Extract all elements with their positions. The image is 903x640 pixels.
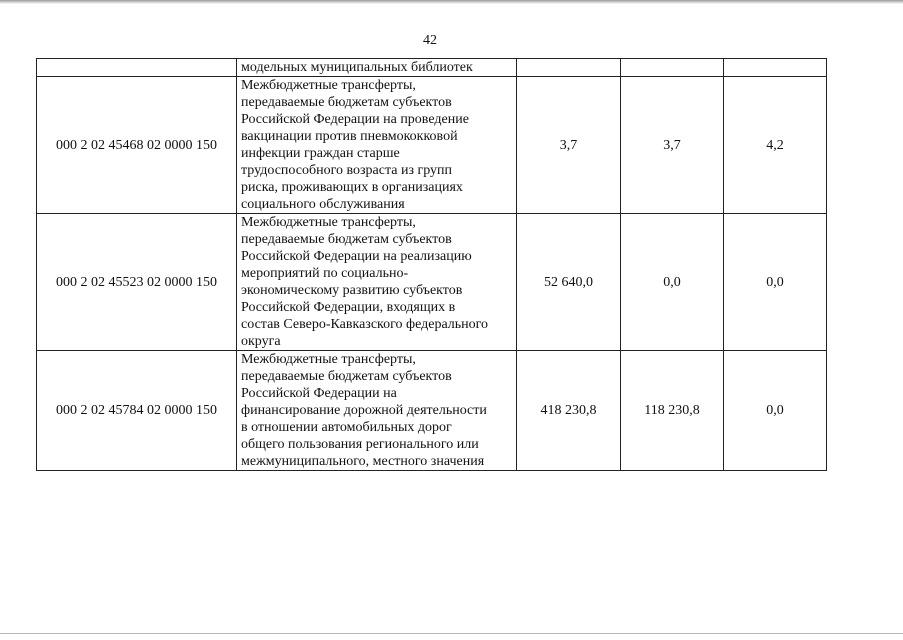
code-cell: 000 2 02 45468 02 0000 150: [37, 77, 237, 214]
code-cell: [37, 59, 237, 77]
value-1-cell: 52 640,0: [517, 214, 621, 351]
table-row: [37, 77, 827, 214]
description-line: передаваемые бюджетам субъектов: [241, 95, 452, 110]
description-line: Межбюджетные трансферты,: [241, 352, 416, 367]
description-line: Российской Федерации на проведение: [241, 112, 469, 127]
description-line: Российской Федерации, входящих в: [241, 300, 456, 315]
description-line: инфекции граждан старше: [241, 146, 400, 161]
value-2-cell: [621, 59, 724, 77]
value-3-cell: 0,0: [724, 351, 827, 471]
description-line: округа: [241, 334, 281, 349]
table-row-continuation: [37, 59, 827, 77]
code-cell: 000 2 02 45784 02 0000 150: [37, 351, 237, 471]
description-line: финансирование дорожной деятельности: [241, 403, 487, 418]
scan-top-edge: [0, 0, 903, 4]
description-line: Межбюджетные трансферты,: [241, 215, 416, 230]
code-cell: 000 2 02 45523 02 0000 150: [37, 214, 237, 351]
table-row: [37, 214, 827, 351]
description-cell: [237, 214, 517, 351]
description-line: межмуниципального, местного значения: [241, 454, 485, 469]
value-1-cell: 418 230,8: [517, 351, 621, 471]
description-cell: [237, 77, 517, 214]
description-line: состав Северо-Кавказского федерального: [241, 317, 489, 332]
description-line: вакцинации против пневмококковой: [241, 129, 458, 144]
scan-bottom-edge: [0, 633, 903, 634]
value-3-cell: [724, 59, 827, 77]
description-line: экономическому развитию субъектов: [241, 283, 463, 298]
value-1-cell: 3,7: [517, 77, 621, 214]
description-line: передаваемые бюджетам субъектов: [241, 232, 452, 247]
description-line: риска, проживающих в организациях: [241, 180, 463, 195]
description-line: в отношении автомобильных дорог: [241, 420, 452, 435]
page-number: 42: [423, 33, 437, 48]
value-1-cell: [517, 59, 621, 77]
description-line: социального обслуживания: [241, 197, 405, 212]
description-line: Российской Федерации на реализацию: [241, 249, 472, 264]
table-row: [37, 351, 827, 471]
description-cell: [237, 351, 517, 471]
description-line: передаваемые бюджетам субъектов: [241, 369, 452, 384]
description-cell: модельных муниципальных библиотек: [237, 59, 517, 77]
description-line: Межбюджетные трансферты,: [241, 78, 416, 93]
description-line: Российской Федерации на: [241, 386, 397, 401]
value-2-cell: 0,0: [621, 214, 724, 351]
description-line: трудоспособного возраста из групп: [241, 163, 453, 178]
description-line: мероприятий по социально-: [241, 266, 409, 281]
value-2-cell: 118 230,8: [621, 351, 724, 471]
value-3-cell: 0,0: [724, 214, 827, 351]
value-3-cell: 4,2: [724, 77, 827, 214]
value-2-cell: 3,7: [621, 77, 724, 214]
description-line: общего пользования регионального или: [241, 437, 479, 452]
budget-transfers-table: [36, 58, 827, 471]
